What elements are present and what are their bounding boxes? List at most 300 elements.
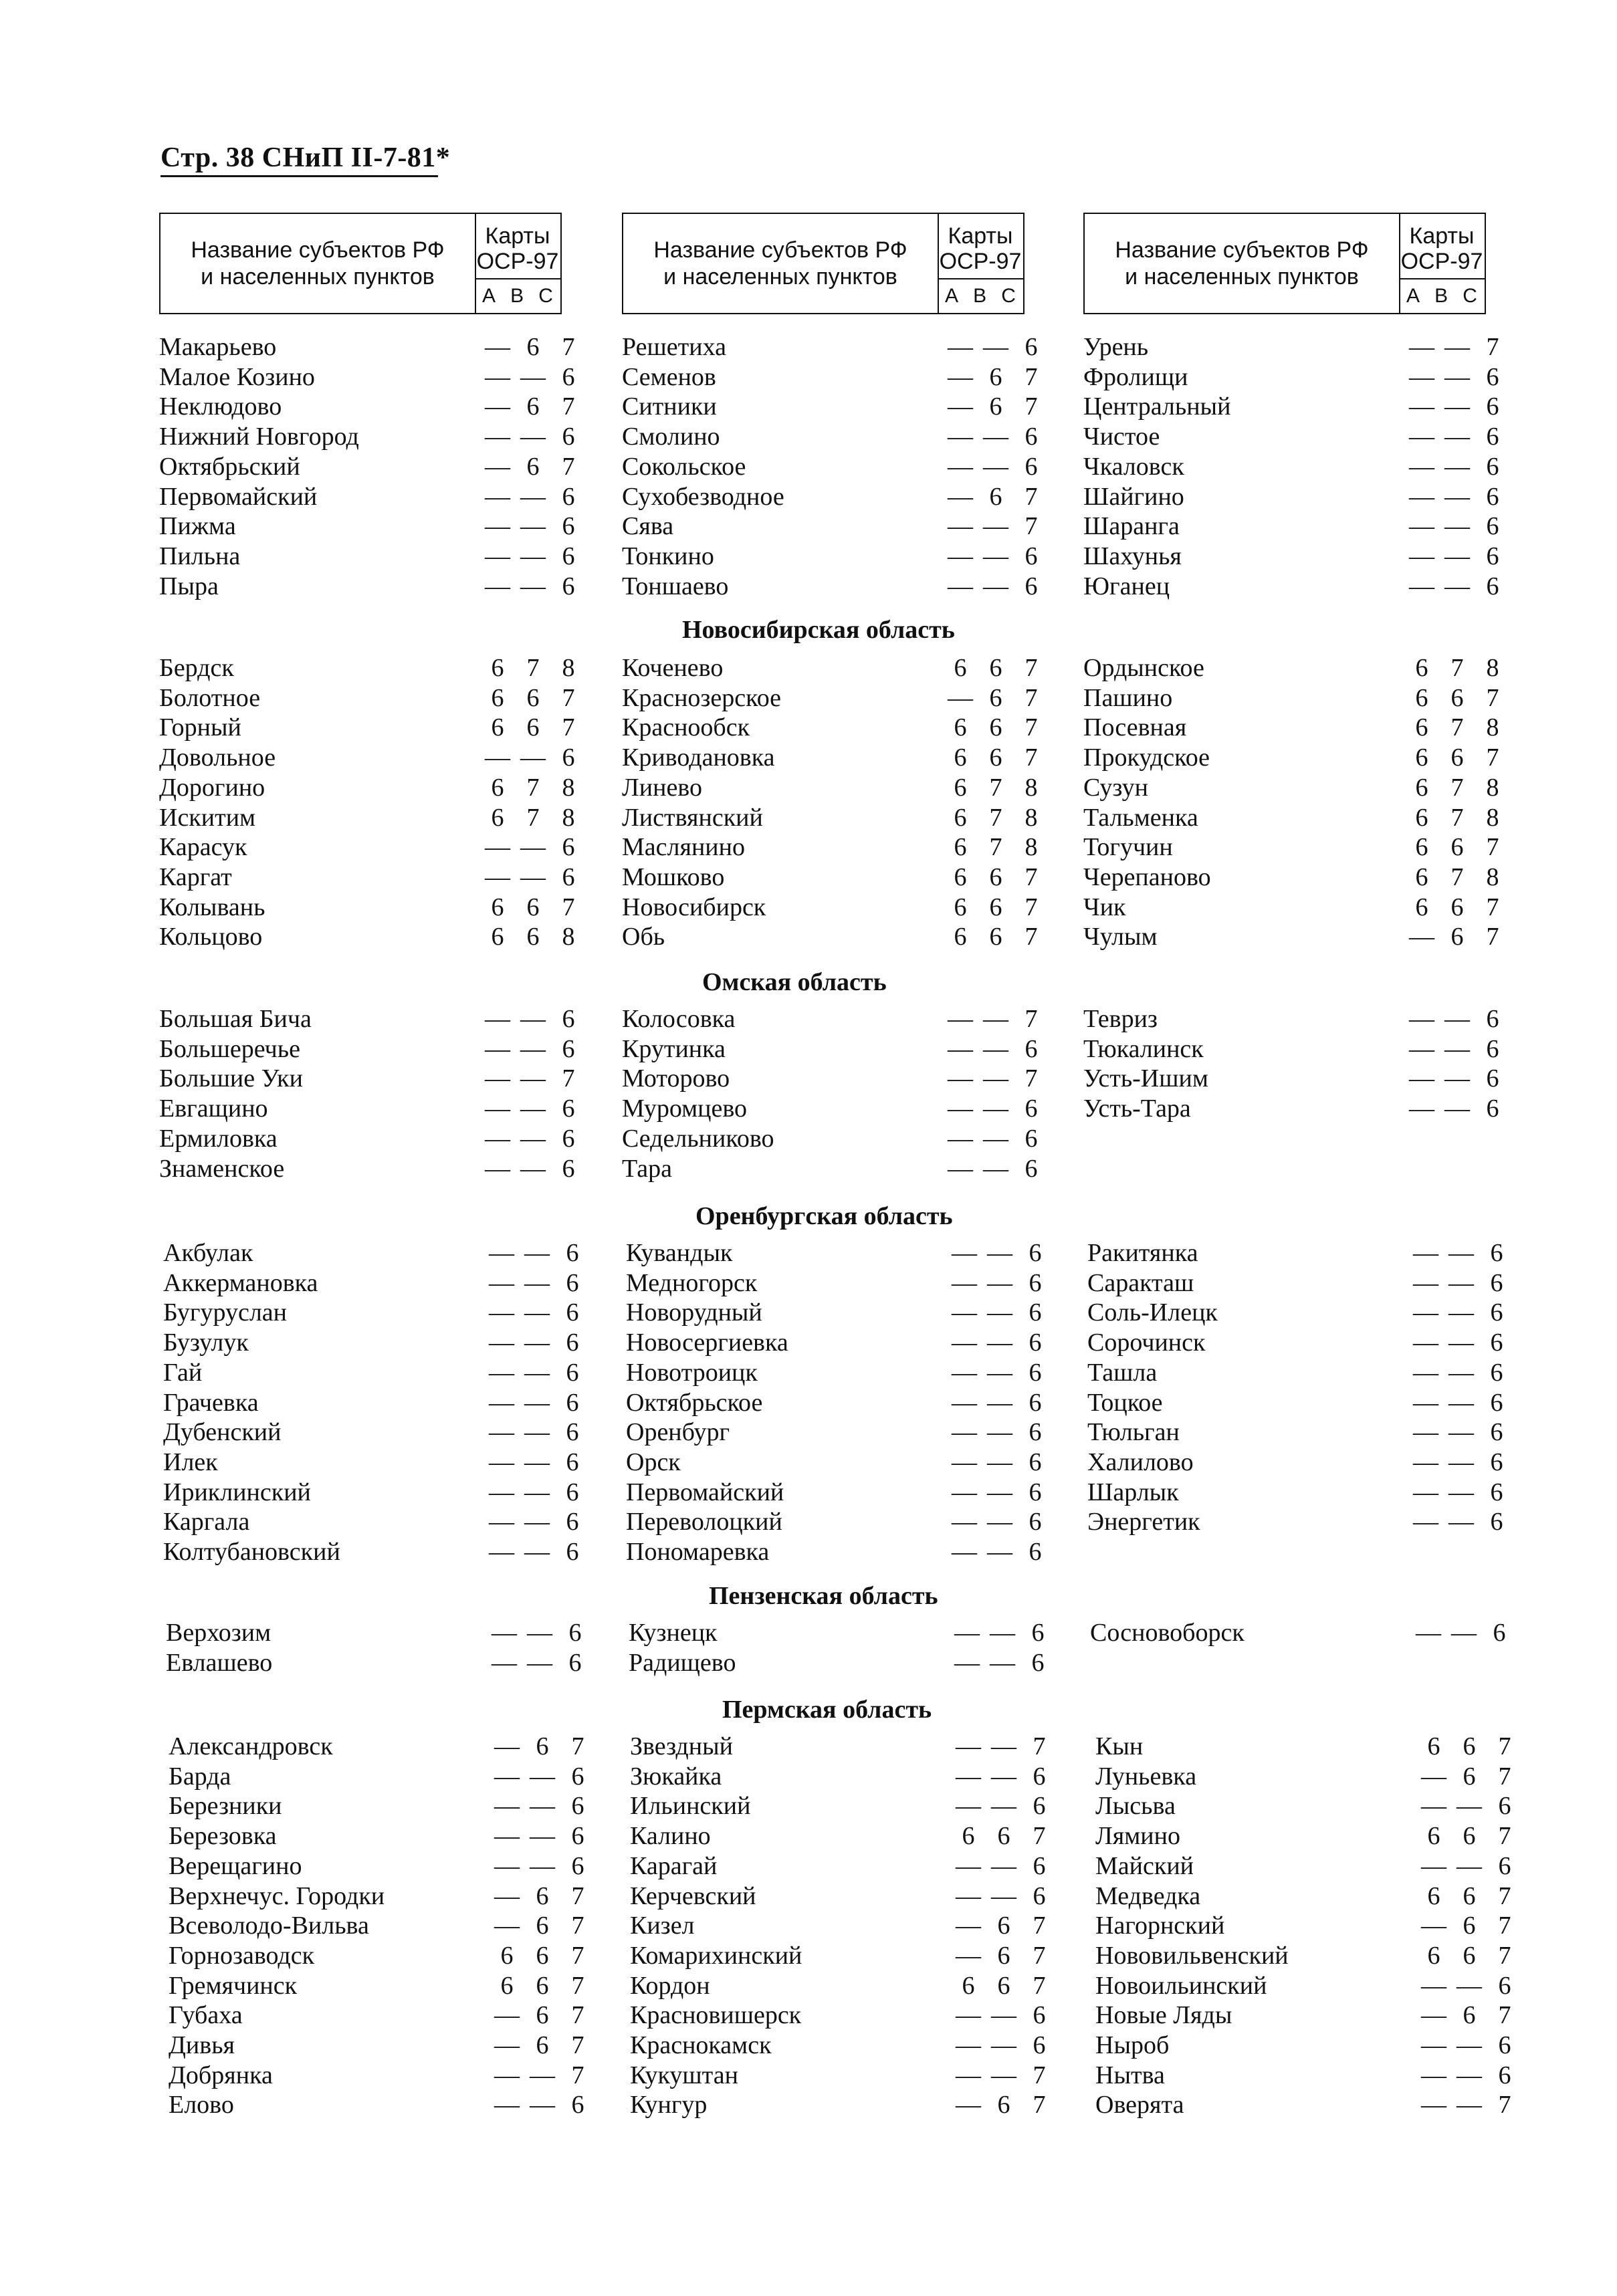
settlement-name: Лысьва — [1095, 1792, 1176, 1821]
map-value-c: 7 — [1498, 1941, 1511, 1970]
settlement-name: Тюкалинск — [1083, 1034, 1204, 1063]
map-value-a: — — [485, 512, 510, 541]
map-value-c: 7 — [562, 392, 575, 421]
map-value-a: — — [1409, 482, 1434, 511]
map-value-c: 6 — [1029, 1448, 1042, 1476]
settlement-name: Пономаревка — [626, 1538, 770, 1566]
map-value-c: 7 — [1033, 1822, 1046, 1851]
map-value-a: 6 — [1415, 803, 1428, 832]
map-value-c: 8 — [562, 923, 575, 951]
settlement-name: Луньевка — [1095, 1762, 1197, 1791]
map-value-b: 7 — [1450, 654, 1464, 682]
map-value-a: — — [948, 1095, 973, 1123]
map-value-a: — — [1409, 392, 1434, 421]
settlement-name: Большая Бича — [159, 1005, 312, 1033]
settlement-name: Усть-Тара — [1083, 1095, 1191, 1123]
map-value-c: 8 — [1486, 713, 1499, 742]
map-value-a: — — [485, 482, 510, 511]
map-value-c: 6 — [568, 1648, 582, 1677]
settlement-name: Линево — [622, 773, 702, 802]
map-value-c: 6 — [1490, 1239, 1503, 1267]
map-value-a: — — [956, 1851, 981, 1880]
settlement-name: Чкаловск — [1083, 452, 1184, 481]
map-value-c: 6 — [1029, 1538, 1042, 1566]
map-value-c: 6 — [1029, 1508, 1042, 1536]
map-value-a: — — [956, 1792, 981, 1821]
map-value-b: 7 — [989, 773, 1002, 802]
map-value-a: — — [494, 1762, 520, 1791]
map-value-b: — — [983, 1154, 1008, 1183]
map-value-c: 7 — [1033, 2061, 1046, 2089]
map-value-c: 6 — [566, 1388, 579, 1417]
settlement-name: Октябрьское — [626, 1388, 763, 1417]
map-value-c: 6 — [1498, 2031, 1511, 2059]
map-value-b: 6 — [526, 452, 540, 481]
map-value-a: — — [1421, 2061, 1446, 2089]
map-value-b: — — [520, 743, 546, 772]
map-letter-b: B — [1434, 285, 1448, 307]
settlement-name: Коченево — [622, 654, 724, 682]
map-value-a: 6 — [962, 1971, 975, 2000]
settlement-name: Шарлык — [1087, 1478, 1179, 1506]
settlement-name: Зюкайка — [630, 1762, 722, 1791]
maps-title: Карты — [948, 223, 1013, 249]
map-value-b: — — [1444, 572, 1470, 600]
map-value-c: 8 — [1025, 773, 1038, 802]
map-value-c: 6 — [1493, 1619, 1506, 1647]
map-value-b: — — [520, 1154, 546, 1183]
map-value-b: — — [1457, 1971, 1482, 2000]
column-header-maps — [475, 214, 560, 313]
settlement-name: Керчевский — [630, 1881, 756, 1910]
maps-letters — [1399, 278, 1485, 313]
map-value-b: 6 — [536, 1941, 549, 1970]
settlement-name: Горнозаводск — [169, 1941, 315, 1970]
map-value-c: 8 — [1486, 654, 1499, 682]
map-value-c: 7 — [1025, 923, 1038, 951]
map-value-a: — — [954, 1619, 980, 1647]
map-value-b: — — [991, 1792, 1016, 1821]
map-value-a: — — [948, 512, 973, 541]
map-value-a: — — [485, 362, 510, 391]
map-value-c: 6 — [1490, 1298, 1503, 1327]
map-value-a: — — [948, 542, 973, 570]
settlement-name: Урень — [1083, 333, 1149, 361]
map-value-b: 7 — [526, 803, 540, 832]
map-value-b: — — [1448, 1239, 1474, 1267]
map-value-a: — — [485, 333, 510, 361]
map-value-a: — — [489, 1538, 514, 1566]
settlement-name: Колывань — [159, 893, 265, 921]
map-value-b: — — [1448, 1418, 1474, 1447]
map-value-b: — — [530, 1792, 555, 1821]
map-value-a: — — [492, 1619, 517, 1647]
map-value-c: 6 — [566, 1448, 579, 1476]
map-value-c: 8 — [1486, 803, 1499, 832]
settlement-name: Карагай — [630, 1851, 718, 1880]
map-value-b: — — [1457, 2091, 1482, 2119]
map-value-a: — — [489, 1388, 514, 1417]
map-value-c: 7 — [571, 2001, 584, 2030]
map-value-c: 6 — [566, 1298, 579, 1327]
map-value-c: 6 — [571, 1822, 584, 1851]
map-value-b: — — [983, 542, 1008, 570]
map-value-a: 6 — [500, 1971, 514, 2000]
map-value-a: — — [494, 2001, 520, 2030]
map-value-c: 6 — [1033, 2031, 1046, 2059]
map-value-b: — — [1448, 1298, 1474, 1327]
settlement-name: Малое Козино — [159, 362, 315, 391]
map-value-b: — — [1457, 1792, 1482, 1821]
map-letter-a: A — [1406, 285, 1420, 307]
settlement-name: Криводановка — [622, 743, 775, 772]
settlement-name: Ермиловка — [159, 1124, 278, 1153]
map-value-b: — — [520, 1064, 546, 1093]
map-value-b: — — [1448, 1358, 1474, 1387]
map-value-c: 6 — [562, 1154, 575, 1183]
map-value-c: 6 — [1025, 1034, 1038, 1063]
map-value-c: 6 — [1486, 1005, 1499, 1033]
map-value-b: 7 — [1450, 803, 1464, 832]
map-value-b: 7 — [526, 773, 540, 802]
map-value-a: — — [1409, 452, 1434, 481]
map-value-b: — — [524, 1329, 550, 1357]
map-value-b: 6 — [1463, 1941, 1476, 1970]
map-value-b: 7 — [1450, 713, 1464, 742]
map-value-c: 6 — [1033, 2001, 1046, 2030]
map-value-a: — — [952, 1298, 977, 1327]
settlement-name: Кузнецк — [629, 1619, 718, 1647]
map-value-b: — — [987, 1448, 1012, 1476]
map-value-c: 6 — [566, 1239, 579, 1267]
settlement-name: Тюльган — [1087, 1418, 1180, 1447]
settlement-name: Новоильинский — [1095, 1971, 1267, 2000]
map-value-a: — — [1421, 1971, 1446, 2000]
settlement-name: Новые Ляды — [1095, 2001, 1232, 2030]
map-value-c: 6 — [1490, 1418, 1503, 1447]
map-value-a: — — [948, 362, 973, 391]
settlement-name: Юганец — [1083, 572, 1170, 600]
map-value-b: 6 — [536, 1912, 549, 1940]
map-value-a: — — [948, 333, 973, 361]
settlement-name: Нытва — [1095, 2061, 1165, 2089]
map-value-a: 6 — [1415, 743, 1428, 772]
map-value-b: 6 — [526, 893, 540, 921]
map-value-c: 7 — [562, 713, 575, 742]
map-value-c: 6 — [566, 1329, 579, 1357]
map-value-a: — — [948, 1034, 973, 1063]
map-value-a: — — [952, 1358, 977, 1387]
map-value-c: 8 — [1025, 803, 1038, 832]
map-value-a: — — [1409, 1034, 1434, 1063]
map-value-c: 6 — [562, 512, 575, 541]
map-value-b: — — [983, 572, 1008, 600]
settlement-name: Евгащино — [159, 1095, 268, 1123]
map-value-c: 6 — [566, 1508, 579, 1536]
settlement-name: Саракташ — [1087, 1268, 1194, 1297]
settlement-name: Тоцкое — [1087, 1388, 1163, 1417]
map-value-c: 6 — [562, 542, 575, 570]
settlement-name: Обь — [622, 923, 665, 951]
settlement-name: Ордынское — [1083, 654, 1204, 682]
settlement-name: Сухобезводное — [622, 482, 784, 511]
map-value-b: 6 — [989, 654, 1002, 682]
map-value-a: — — [952, 1508, 977, 1536]
map-value-b: — — [983, 512, 1008, 541]
map-letter-c: C — [1001, 285, 1016, 307]
settlement-name: Нагорнский — [1095, 1912, 1225, 1940]
map-value-a: — — [489, 1239, 514, 1267]
map-value-a: 6 — [1415, 833, 1428, 862]
map-value-c: 6 — [1029, 1418, 1042, 1447]
settlement-name: Большие Уки — [159, 1064, 303, 1093]
settlement-name: Крутинка — [622, 1034, 726, 1063]
map-value-b: — — [983, 1095, 1008, 1123]
map-value-a: — — [489, 1448, 514, 1476]
map-value-c: 6 — [1025, 452, 1038, 481]
map-value-c: 7 — [571, 1912, 584, 1940]
map-value-b: 6 — [989, 362, 1002, 391]
map-value-a: — — [1409, 1095, 1434, 1123]
map-value-b: — — [991, 2031, 1016, 2059]
settlement-name: Листвянский — [622, 803, 763, 832]
map-value-a: — — [1421, 2031, 1446, 2059]
map-letter-c: C — [1463, 285, 1477, 307]
settlement-name: Тара — [622, 1154, 672, 1183]
map-value-b: — — [983, 1034, 1008, 1063]
map-value-a: — — [956, 1732, 981, 1760]
map-value-c: 7 — [1486, 683, 1499, 712]
map-value-b: — — [991, 1762, 1016, 1791]
maps-title: Карты — [485, 223, 550, 249]
map-value-b: 7 — [989, 803, 1002, 832]
map-value-b: — — [987, 1388, 1012, 1417]
map-value-a: 6 — [491, 654, 504, 682]
map-value-a: — — [956, 2061, 981, 2089]
settlement-name: Каргала — [163, 1508, 250, 1536]
map-value-a: — — [485, 542, 510, 570]
settlement-name: Тогучин — [1083, 833, 1173, 862]
column-header-1 — [159, 213, 562, 314]
map-value-b: — — [987, 1478, 1012, 1506]
settlement-name: Добрянка — [169, 2061, 273, 2089]
map-value-c: 6 — [1025, 1095, 1038, 1123]
map-value-a: 6 — [491, 773, 504, 802]
map-value-b: — — [524, 1358, 550, 1387]
map-letter-a: A — [482, 285, 496, 307]
map-value-b: — — [1444, 512, 1470, 541]
settlement-name: Мошково — [622, 863, 725, 891]
region-title: Пермская область — [722, 1696, 932, 1724]
settlement-name: Кольцово — [159, 923, 263, 951]
map-value-c: 7 — [1486, 833, 1499, 862]
map-value-c: 6 — [1025, 542, 1038, 570]
map-value-c: 7 — [1498, 1881, 1511, 1910]
map-value-a: — — [485, 1064, 510, 1093]
map-value-c: 6 — [1486, 542, 1499, 570]
map-value-b: 7 — [526, 654, 540, 682]
settlement-name: Березовка — [169, 1822, 277, 1851]
settlement-name: Краснообск — [622, 713, 750, 742]
settlement-name: Майский — [1095, 1851, 1194, 1880]
settlement-name: Чистое — [1083, 423, 1160, 451]
settlement-name: Елово — [169, 2091, 234, 2119]
map-value-a: 6 — [954, 803, 967, 832]
map-value-b: — — [1444, 423, 1470, 451]
settlement-name: Октябрьский — [159, 452, 300, 481]
map-value-c: 7 — [1025, 392, 1038, 421]
map-value-c: 6 — [1486, 423, 1499, 451]
map-value-c: 7 — [1486, 893, 1499, 921]
map-value-b: 6 — [1450, 893, 1464, 921]
map-value-a: — — [494, 1881, 520, 1910]
map-value-a: — — [952, 1388, 977, 1417]
map-value-c: 6 — [562, 743, 575, 772]
map-value-a: — — [489, 1298, 514, 1327]
map-value-a: — — [1421, 1762, 1446, 1791]
map-value-b: 6 — [997, 1971, 1010, 2000]
map-value-b: 6 — [526, 333, 540, 361]
settlement-name: Ныроб — [1095, 2031, 1170, 2059]
map-value-a: 6 — [1427, 1822, 1440, 1851]
map-value-a: 6 — [491, 893, 504, 921]
map-value-c: 6 — [1033, 1881, 1046, 1910]
map-value-a: — — [1409, 423, 1434, 451]
column-header-name — [623, 214, 939, 313]
map-value-c: 6 — [1033, 1792, 1046, 1821]
map-value-c: 8 — [562, 803, 575, 832]
settlement-name: Муромцево — [622, 1095, 748, 1123]
settlement-name: Горный — [159, 713, 241, 742]
map-value-c: 6 — [1486, 1095, 1499, 1123]
map-value-b: — — [987, 1508, 1012, 1536]
map-value-b: — — [527, 1619, 552, 1647]
settlement-name: Сузун — [1083, 773, 1148, 802]
map-value-c: 6 — [1498, 2061, 1511, 2089]
map-value-b: — — [1457, 1851, 1482, 1880]
map-value-b: 6 — [536, 1971, 549, 2000]
map-value-a: — — [494, 2091, 520, 2119]
map-value-a: 6 — [1415, 893, 1428, 921]
map-value-c: 7 — [1498, 2091, 1511, 2119]
map-value-a: 6 — [1415, 683, 1428, 712]
settlement-name: Бугуруслан — [163, 1298, 287, 1327]
map-value-a: — — [1409, 923, 1434, 951]
map-value-a: 6 — [954, 654, 967, 682]
settlement-name: Дорогино — [159, 773, 265, 802]
settlement-name: Бузулук — [163, 1329, 249, 1357]
map-value-a: — — [485, 423, 510, 451]
settlement-name: Колтубановский — [163, 1538, 340, 1566]
settlement-name: Краснозерское — [622, 683, 782, 712]
settlement-name: Халилово — [1087, 1448, 1194, 1476]
map-value-a: — — [1413, 1239, 1438, 1267]
map-value-b: 6 — [989, 923, 1002, 951]
map-value-a: 6 — [954, 863, 967, 891]
map-value-a: — — [948, 1064, 973, 1093]
settlement-name: Тальменка — [1083, 803, 1198, 832]
map-value-c: 7 — [1486, 743, 1499, 772]
map-value-a: 6 — [962, 1822, 975, 1851]
map-value-c: 7 — [562, 452, 575, 481]
map-value-a: — — [948, 1005, 973, 1033]
map-value-c: 7 — [1025, 654, 1038, 682]
map-value-a: 6 — [491, 923, 504, 951]
map-value-c: 8 — [1025, 833, 1038, 862]
map-value-c: 6 — [566, 1268, 579, 1297]
map-value-b: — — [524, 1298, 550, 1327]
map-value-c: 6 — [568, 1619, 582, 1647]
settlement-name: Смолино — [622, 423, 720, 451]
map-value-c: 6 — [1486, 452, 1499, 481]
map-value-c: 8 — [1486, 863, 1499, 891]
map-value-a: — — [1413, 1508, 1438, 1536]
region-title: Новосибирская область — [682, 616, 955, 644]
map-value-c: 6 — [1031, 1648, 1045, 1677]
settlement-name: Шахунья — [1083, 542, 1182, 570]
map-value-c: 7 — [1498, 1822, 1511, 1851]
map-value-a: 6 — [954, 833, 967, 862]
map-value-a: — — [956, 1912, 981, 1940]
map-value-b: — — [983, 452, 1008, 481]
map-value-c: 7 — [1025, 743, 1038, 772]
map-value-c: 7 — [1033, 1941, 1046, 1970]
map-value-b: — — [987, 1298, 1012, 1327]
column-header-2 — [622, 213, 1025, 314]
map-value-b: 6 — [536, 1881, 549, 1910]
map-value-c: 6 — [1486, 1064, 1499, 1093]
map-value-b: 6 — [1450, 833, 1464, 862]
map-value-c: 7 — [571, 1971, 584, 2000]
settlement-name: Колосовка — [622, 1005, 736, 1033]
map-value-a: — — [948, 572, 973, 600]
map-value-a: — — [956, 1762, 981, 1791]
settlement-name: Седельниково — [622, 1124, 774, 1153]
settlement-name: Шаранга — [1083, 512, 1180, 541]
map-value-a: 6 — [1427, 1881, 1440, 1910]
settlement-name: Ташла — [1087, 1358, 1158, 1387]
map-value-c: 7 — [1033, 1732, 1046, 1760]
settlement-name: Ситники — [622, 392, 717, 421]
map-value-a: — — [948, 1124, 973, 1153]
map-value-a: — — [1413, 1329, 1438, 1357]
map-value-b: 6 — [1463, 2001, 1476, 2030]
settlement-name: Пашино — [1083, 683, 1173, 712]
column-header-name-line2: и населенных пунктов — [663, 264, 897, 290]
map-value-a: 6 — [1427, 1732, 1440, 1760]
settlement-name: Довольное — [159, 743, 276, 772]
map-value-b: — — [983, 333, 1008, 361]
map-value-a: — — [1413, 1298, 1438, 1327]
map-value-b: — — [1444, 333, 1470, 361]
map-value-b: 6 — [526, 923, 540, 951]
settlement-name: Решетиха — [622, 333, 726, 361]
map-value-b: — — [1448, 1508, 1474, 1536]
map-value-a: 6 — [1427, 1941, 1440, 1970]
map-value-b: — — [1444, 452, 1470, 481]
map-value-b: — — [524, 1448, 550, 1476]
map-value-a: 6 — [954, 923, 967, 951]
map-value-c: 7 — [562, 333, 575, 361]
map-value-b: — — [524, 1478, 550, 1506]
settlement-name: Кордон — [630, 1971, 710, 2000]
settlement-name: Аккермановка — [163, 1268, 318, 1297]
settlement-name: Ильинский — [630, 1792, 751, 1821]
map-value-c: 6 — [1029, 1388, 1042, 1417]
map-value-a: — — [485, 572, 510, 600]
map-value-a: — — [485, 1124, 510, 1153]
map-value-c: 6 — [1490, 1268, 1503, 1297]
